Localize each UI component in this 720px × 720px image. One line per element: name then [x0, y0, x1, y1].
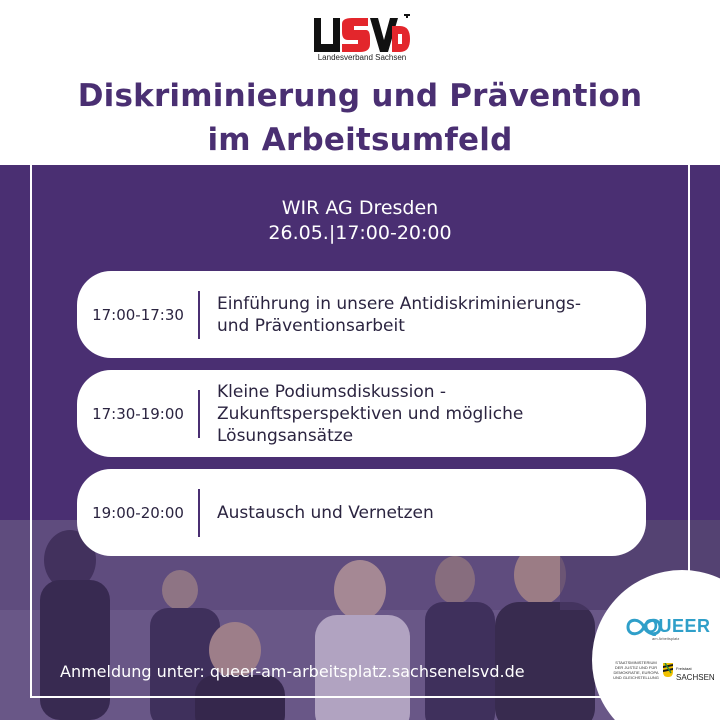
- sachsen-label: [676, 664, 715, 682]
- sachsen-main-label: SACHSEN: [676, 673, 715, 682]
- schedule-description-line: Einführung in unsere Antidiskriminierungs-: [217, 293, 582, 314]
- schedule-divider: [198, 390, 200, 438]
- signup-link[interactable]: Anmeldung unter: queer-am-arbeitsplatz.sachsenelsvd.de: [60, 662, 525, 681]
- title-line-2: im Arbeitsumfeld: [207, 122, 513, 158]
- schedule-item: [77, 370, 646, 457]
- event-datetime: 26.05.|17:00-20:00: [268, 222, 452, 244]
- sachsen-small-label: Freistaat: [676, 666, 692, 671]
- queer-label: QUEER: [644, 616, 711, 636]
- schedule-description-line: Austausch und Vernetzen: [217, 502, 434, 523]
- schedule-description: [217, 271, 637, 358]
- sachsen-coat-of-arms-icon: [663, 663, 673, 677]
- title-line-1: Diskriminierung und Prävention: [77, 78, 643, 114]
- page-title: [20, 74, 700, 162]
- header: [0, 0, 720, 165]
- schedule-time: 19:00-20:00: [92, 503, 184, 522]
- schedule-description-line: Zukunftsperspektiven und mögliche: [217, 403, 524, 424]
- schedule-divider: [198, 291, 200, 339]
- queer-sub-label: am Arbeitsplatz: [652, 636, 680, 641]
- schedule-item: [77, 271, 646, 358]
- schedule-time: 17:00-17:30: [92, 305, 184, 324]
- schedule-time: 17:30-19:00: [92, 404, 184, 423]
- event-name: WIR AG Dresden: [281, 197, 439, 219]
- schedule-item: [77, 469, 646, 556]
- schedule-description: [217, 370, 637, 457]
- schedule-divider: [198, 489, 200, 537]
- event-info: [0, 196, 720, 246]
- schedule-description: [217, 469, 637, 556]
- schedule-description-line: Kleine Podiumsdiskussion -: [217, 381, 447, 402]
- logo-subtitle: Landesverband Sachsen: [317, 53, 407, 62]
- schedule-description-line: Lösungsansätze: [217, 425, 354, 446]
- schedule-description-line: und Präventionsarbeit: [217, 315, 405, 336]
- ministry-label: STAATSMINISTERIUM DER JUSTIZ UND FÜR DEMOKRATIE, EUROPA UND GLEICHSTELLUNG: [613, 660, 659, 680]
